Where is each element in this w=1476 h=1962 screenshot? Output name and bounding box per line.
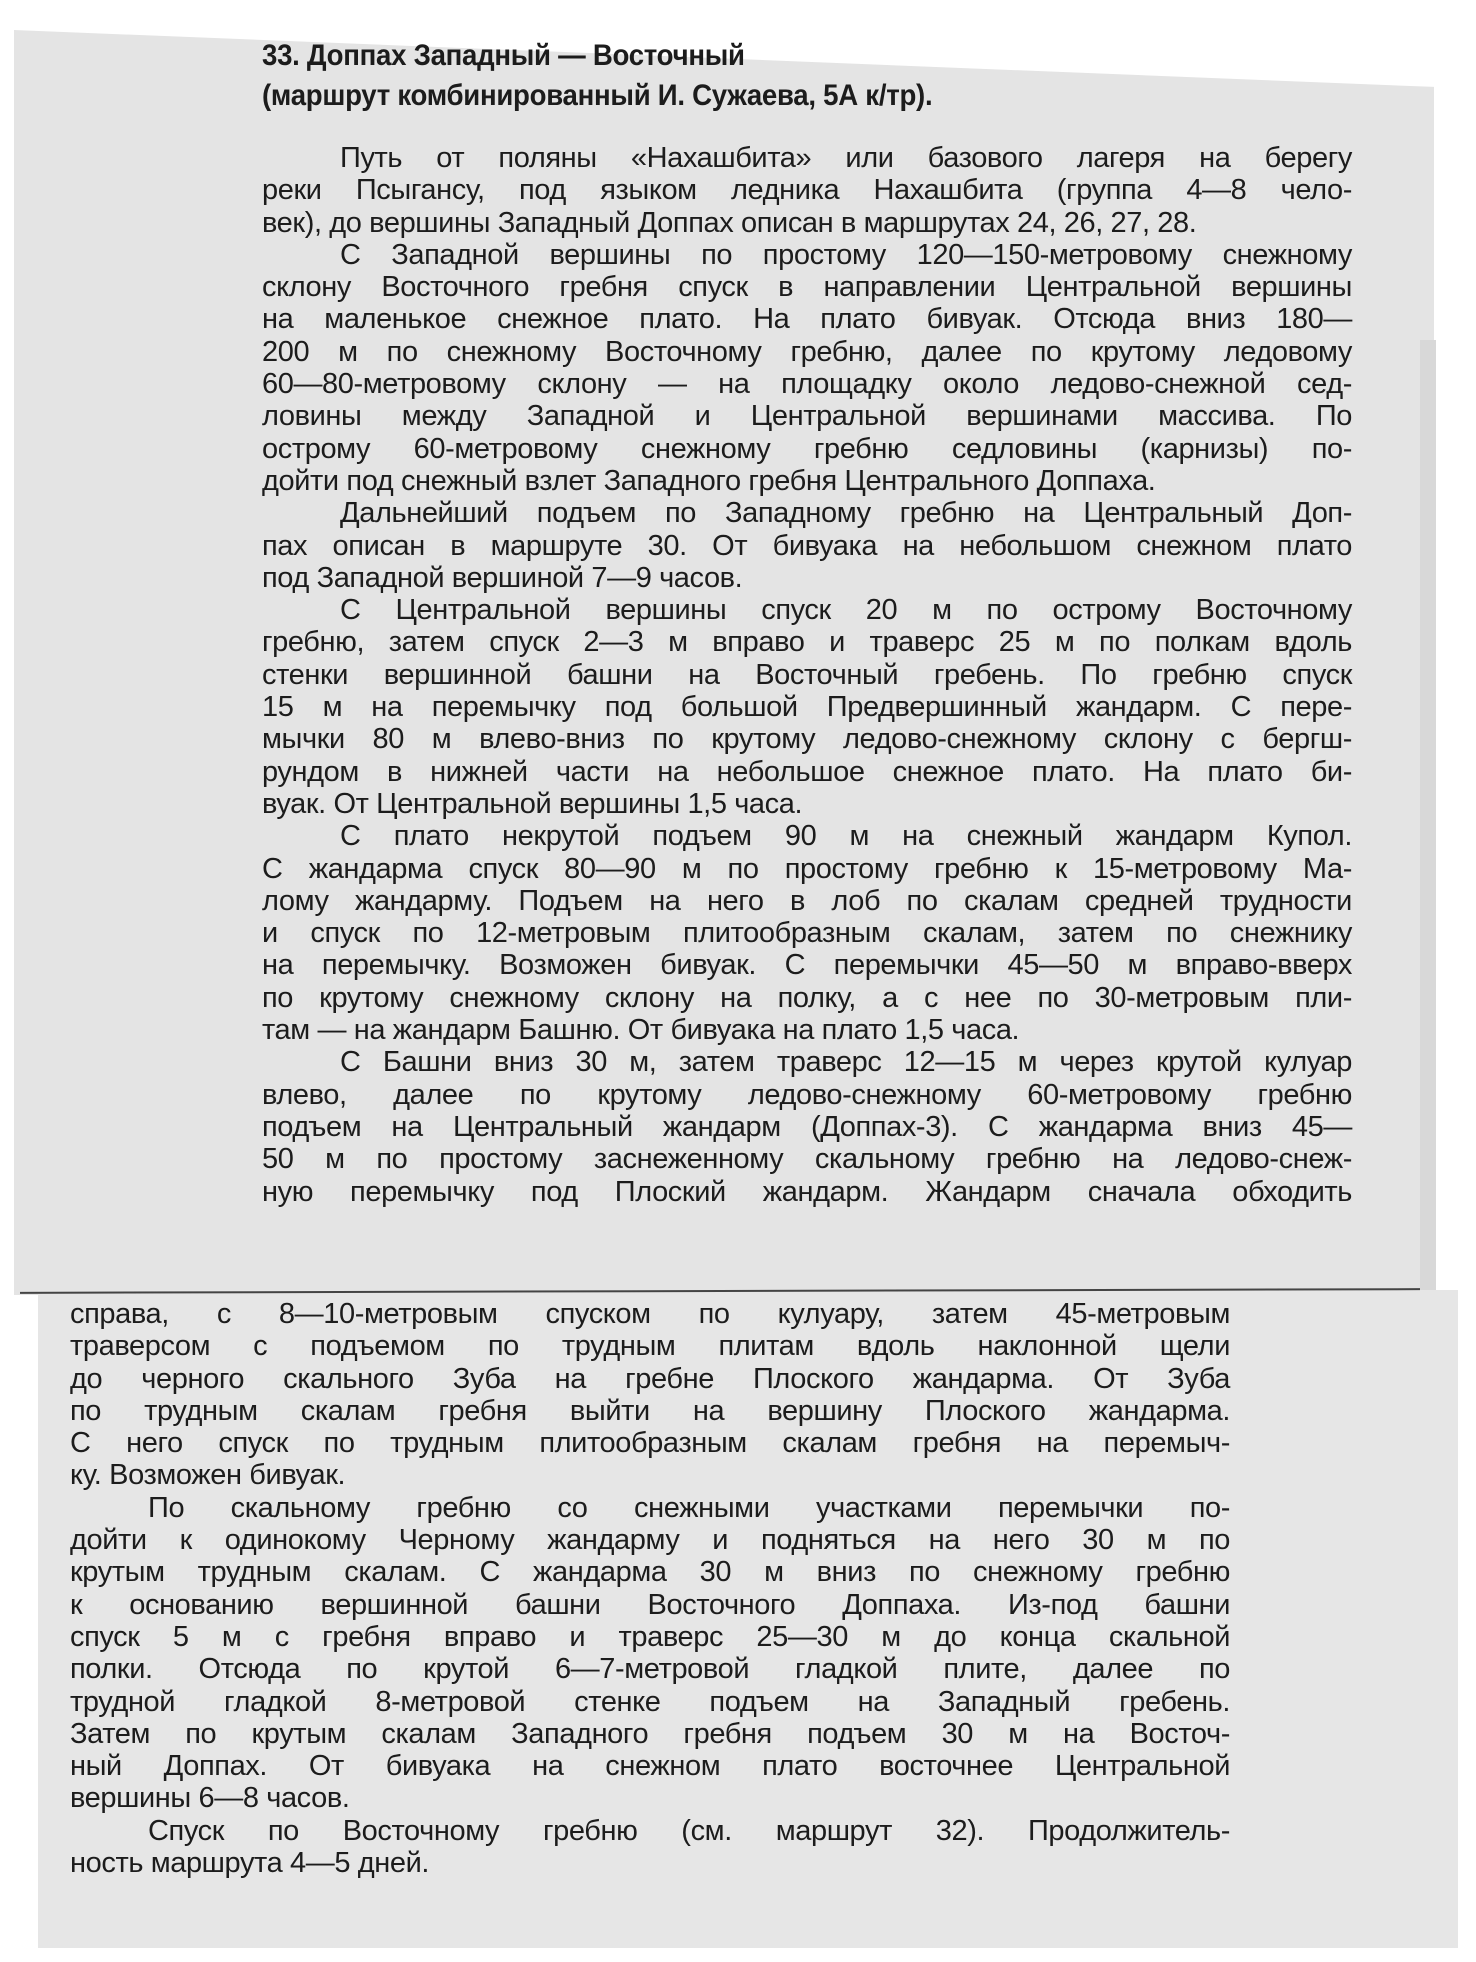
text-line: дойти к одинокому Черному жандарму и подняться на него 30 м по — [70, 1524, 1230, 1557]
text-line: на перемычку. Возможен бивуак. С перемычки 45—50 м вправо-вверх — [262, 949, 1352, 982]
text-column-upper — [262, 36, 1352, 1208]
text-line: ную перемычку под Плоский жандарм. Жандарм сначала обходить — [262, 1175, 1352, 1208]
text-line: Путь от поляны «Нахашбита» или базового лагеря на берегу — [340, 142, 1352, 174]
text-line: крутым трудным скалам. С жандарма 30 м вниз по снежному гребню — [70, 1556, 1230, 1589]
route-title: 33. Доппах Западный — Восточный — [262, 39, 745, 72]
text-line: полки. Отсюда по крутой 6—7-метровой гладкой плите, далее по — [70, 1653, 1230, 1686]
text-line: и спуск по 12-метровым плитообразным скалам, затем по снежнику — [262, 917, 1352, 950]
route-subtitle: (маршрут комбинированный И. Сужаева, 5А к/тр). — [262, 79, 933, 112]
route-description-part2 — [70, 1298, 1230, 1879]
text-line: 200 м по снежному Восточному гребню, далее по крутому ледовому — [262, 335, 1352, 368]
text-line: склону Восточного гребня спуск в направлении Центральной вершины — [262, 271, 1352, 304]
text-line: дойти под снежный взлет Западного гребня Центрального Доппаха. — [262, 464, 1156, 497]
text-line: С Центральной вершины спуск 20 м по острому Восточному — [340, 594, 1352, 627]
text-line: ный Доппах. От бивуака на снежном плато восточнее Центральной — [70, 1750, 1230, 1783]
text-line: ловины между Западной и Центральной вершинами массива. По — [262, 400, 1352, 433]
text-line: По скальному гребню со снежными участками перемычки по- — [148, 1491, 1230, 1524]
route-description-part1 — [262, 142, 1352, 1208]
text-line: ность маршрута 4—5 дней. — [70, 1847, 430, 1880]
text-line: лому жандарму. Подъем на него в лоб по скалам средней трудности — [262, 884, 1352, 917]
text-line: С него спуск по трудным плитообразным скалам гребня на перемыч- — [70, 1427, 1230, 1460]
text-line: подъем на Центральный жандарм (Доппах-3). С жандарма вниз 45— — [262, 1110, 1352, 1143]
text-line: вуак. От Центральной вершины 1,5 часа. — [262, 787, 803, 820]
text-line: траверсом с подъемом по трудным плитам вдоль наклонной щели — [70, 1330, 1230, 1363]
text-line: ку. Возможен бивуак. — [70, 1459, 346, 1492]
text-line: Дальнейший подъем по Западному гребню на Центральный Доп- — [340, 497, 1352, 530]
text-line: мычки 80 м влево-вниз по крутому ледово-снежному склону с бергш- — [262, 723, 1352, 756]
text-line: стенки вершинной башни на Восточный гребень. По гребню спуск — [262, 658, 1352, 691]
text-line: С плато некрутой подъем 90 м на снежный жандарм Купол. — [340, 820, 1352, 853]
text-line: вершины 6—8 часов. — [70, 1782, 350, 1815]
text-line: 15 м на перемычку под большой Предвершинный жандарм. С пере- — [262, 691, 1352, 724]
text-line: до черного скального Зуба на гребне Плоского жандарма. От Зуба — [70, 1362, 1230, 1395]
text-line: к основанию вершинной башни Восточного Доппаха. Из-под башни — [70, 1588, 1230, 1621]
text-line: рундом в нижней части на небольшое снежное плато. На плато би- — [262, 755, 1352, 788]
text-line: влево, далее по крутому ледово-снежному 60-метровому гребню — [262, 1078, 1352, 1111]
text-line: пах описан в маршруте 30. От бивуака на небольшом снежном плато — [262, 529, 1352, 562]
text-line: под Западной вершиной 7—9 часов. — [262, 561, 743, 594]
text-line: по крутому снежному склону на полку, а с нее по 30-метровым пли- — [262, 981, 1352, 1014]
text-line: реки Псыгансу, под языком ледника Нахашбита (группа 4—8 чело- — [262, 174, 1352, 207]
text-line: Спуск по Восточному гребню (см. маршрут 32). Продолжитель- — [148, 1814, 1230, 1847]
text-line: 50 м по простому заснеженному скальному гребню на ледово-снеж- — [262, 1143, 1352, 1176]
text-line: С Башни вниз 30 м, затем траверс 12—15 м через крутой кулуар — [340, 1046, 1352, 1079]
text-line: справа, с 8—10-метровым спуском по кулуару, затем 45-метровым — [70, 1298, 1230, 1330]
text-line: С жандарма спуск 80—90 м по простому гребню к 15-метровому Ма- — [262, 852, 1352, 885]
text-line: по трудным скалам гребня выйти на вершину Плоского жандарма. — [70, 1394, 1230, 1427]
text-line: там — на жандарм Башню. От бивуака на плато 1,5 часа. — [262, 1014, 1020, 1047]
clipping-edge — [1420, 340, 1436, 1295]
text-line: гребню, затем спуск 2—3 м вправо и траверс 25 м по полкам вдоль — [262, 626, 1352, 659]
text-column-lower — [70, 1298, 1230, 1879]
text-line: на маленькое снежное плато. На плато бивуак. Отсюда вниз 180— — [262, 303, 1352, 336]
text-line: спуск 5 м с гребня вправо и траверс 25—30 м до конца скальной — [70, 1620, 1230, 1653]
text-line: острому 60-метровому снежному гребню седловины (карнизы) по- — [262, 432, 1352, 465]
text-line: трудной гладкой 8-метровой стенке подъем на Западный гребень. — [70, 1685, 1230, 1718]
text-line: век), до вершины Западный Доппах описан в маршрутах 24, 26, 27, 28. — [262, 206, 1197, 239]
text-line: Затем по крутым скалам Западного гребня подъем 30 м на Восточ- — [70, 1717, 1230, 1750]
text-line: 60—80-метровому склону — на площадку около ледово-снежной сед- — [262, 368, 1352, 401]
text-line: С Западной вершины по простому 120—150-метровому снежному — [340, 238, 1352, 271]
